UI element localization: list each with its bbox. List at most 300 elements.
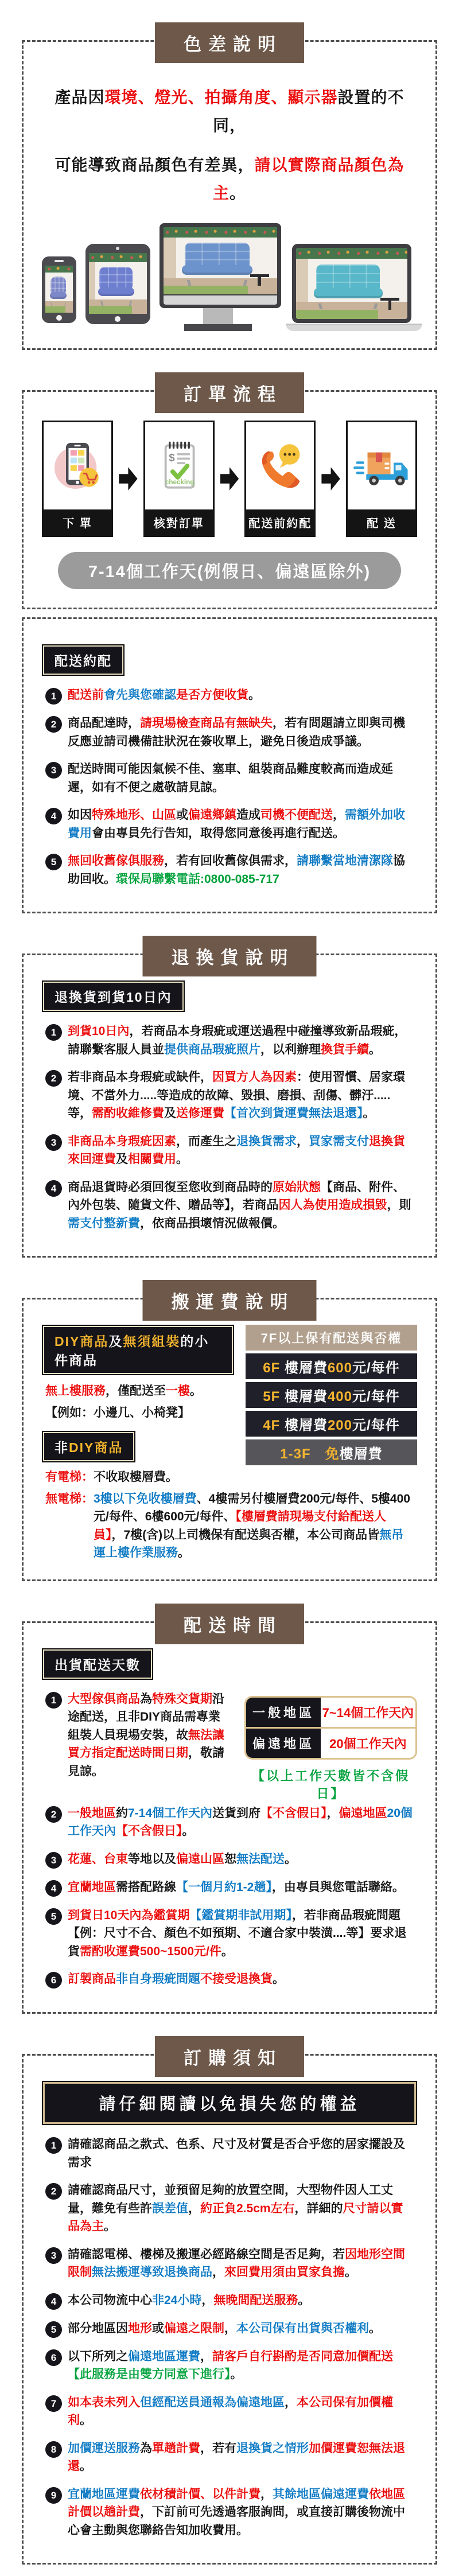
order-flow-steps (42, 421, 417, 537)
step-label: 下 單 (44, 509, 111, 535)
arrow-right-icon (321, 466, 340, 492)
text-segment: 為 (140, 2441, 152, 2455)
non-diy-items-label (42, 1431, 135, 1462)
item-text (68, 1906, 414, 1961)
text-segment: 商品配達時， (68, 717, 140, 730)
section-title-moving-fee: 搬運費說明 (143, 1280, 317, 1321)
diy-note-line-2 (45, 1404, 231, 1422)
list-item (45, 1022, 414, 1059)
text-segment: 需額外加收費用 (68, 808, 405, 840)
item-number: 6 (45, 1972, 62, 1989)
list-item (45, 2291, 414, 2310)
text-segment: 會先與您確認 (104, 688, 176, 702)
color-note-line-2 (42, 151, 417, 207)
item-number: 3 (45, 2247, 62, 2264)
text-segment: 其餘地區偏遠運費 (273, 2487, 369, 2501)
text-segment: 有電梯： (45, 1470, 94, 1484)
text-segment: 。 (369, 2321, 381, 2335)
step-label: 配 送 (348, 509, 415, 535)
section-delivery-time (22, 1615, 437, 2014)
sofa-photo-scene (45, 266, 73, 313)
item-text (68, 2291, 414, 2310)
text-segment: 退換貨需求 (236, 1134, 297, 1148)
text-segment: 請確認商品尺寸，並預留足夠的放置空間，大型物件因人工丈量，難免有些許 (68, 2184, 393, 2215)
text-segment: 商品退貨時必須回復至您收到商品時的 (68, 1180, 273, 1194)
text-segment: 【不含假日】 (116, 1824, 182, 1838)
text-segment: 無法搬運導致退換商品 (92, 2266, 212, 2279)
text-segment: 。 (80, 2414, 92, 2427)
delivery-appointment-label: 配送約配 (42, 644, 125, 676)
text-segment: 【一個月約1-2趟】 (176, 1880, 272, 1894)
text-segment: 樓層費 (280, 1360, 328, 1376)
text-segment: ，以利辦理 (260, 1042, 321, 1056)
item-number: 2 (45, 716, 62, 733)
delivery-time-item-1-wrap (42, 1690, 235, 1791)
list-item (45, 1850, 414, 1869)
floor-fee-row (246, 1353, 417, 1379)
floor-fee-row (246, 1411, 417, 1437)
text-segment: 無吊運上樓作業服務 (94, 1528, 404, 1559)
sofa-photo-scene (296, 248, 407, 319)
text-segment: 不收取樓層費。 (94, 1470, 178, 1484)
section-order-flow (22, 384, 437, 609)
text-segment: 是否方便收貨 (176, 688, 248, 702)
list-item (45, 2394, 414, 2430)
item-text (68, 2439, 414, 2476)
floor-fee-rows (246, 1353, 417, 1465)
item-text (68, 2320, 414, 2338)
text-segment: 1-3F (280, 1446, 311, 1462)
text-segment: 非 (55, 1440, 69, 1455)
list-item (45, 2320, 414, 2338)
text-segment: 的小件商品 (55, 1334, 209, 1368)
text-segment: DIY商品 (69, 1440, 123, 1455)
text-segment: 7-14個工作天內 (128, 1806, 213, 1820)
text-segment: 尺寸請以實品為主 (68, 2201, 403, 2233)
text-segment: 200 (327, 1418, 352, 1433)
text-segment: 或 (152, 2321, 164, 2335)
section-title-purchase-notes: 訂購須知 (155, 2036, 304, 2077)
item-text (68, 1970, 414, 1989)
purchase-notes-list (42, 2135, 417, 2539)
step-place-order (42, 421, 113, 537)
policy-infographic-page (0, 34, 459, 2576)
list-item (45, 714, 414, 750)
list-item (45, 1068, 414, 1123)
item-number: 5 (45, 854, 62, 870)
diy-items-label (42, 1325, 234, 1375)
text-segment: 無電梯： (45, 1492, 94, 1505)
text-segment: 買家需支付 (309, 1134, 369, 1148)
text-segment: 及 (116, 1153, 128, 1166)
elevator-note-head (45, 1490, 94, 1508)
item-text (68, 714, 414, 750)
floor-fee-row (246, 1439, 417, 1465)
text-segment: 20個工作天內 (68, 1806, 413, 1838)
text-segment: ：使用習慣、居家環境、不當外力.....等造成的故障、毀損、磨損、刮傷、髒汙.....等， (68, 1071, 405, 1120)
item-text (68, 1022, 414, 1059)
item-number: 8 (45, 2441, 62, 2458)
list-item (45, 1970, 414, 1989)
text-segment: 不接受退換貨 (200, 1972, 273, 1986)
phone-speaker (55, 260, 64, 262)
item-text (68, 2135, 414, 2172)
text-segment (311, 1446, 325, 1462)
text-segment: 恕 (224, 1852, 236, 1866)
floor-fee-row (246, 1382, 417, 1408)
item-text (68, 1690, 232, 1781)
text-segment: ，則 (387, 1198, 411, 1212)
text-segment: ，僅配送至 (106, 1384, 166, 1398)
item-text (68, 1850, 414, 1869)
list-item (45, 1133, 414, 1169)
list-item (45, 2181, 414, 2236)
read-carefully-banner: 請仔細閱讀以免損失您的權益 (43, 2082, 416, 2124)
text-segment: 。 (190, 1384, 202, 1398)
text-segment: 約 (116, 1806, 128, 1820)
text-segment: ，若有回收舊傢俱需求， (164, 854, 297, 867)
text-segment: ， (285, 2395, 297, 2409)
text-segment: 退換貨之情形 (236, 2441, 309, 2455)
text-segment: 造成 (236, 808, 260, 822)
text-segment: 及 (108, 1334, 123, 1349)
text-segment: 可能導致商品顏色有差異， (55, 156, 255, 174)
item-number: 4 (45, 2293, 62, 2310)
text-segment: 配送前 (68, 688, 104, 702)
text-segment: 【此服務是由雙方同意下進行】 (68, 2368, 231, 2381)
item-number: 1 (45, 2137, 62, 2154)
text-segment: 樓層費 (339, 1446, 383, 1462)
elevator-note-body (94, 1490, 414, 1562)
text-segment: ，敬請見諒。 (68, 1746, 224, 1778)
item-text (68, 2348, 414, 2384)
text-segment: 等地以及 (128, 1852, 176, 1866)
item-text (68, 852, 414, 888)
text-segment: ，依商品損壞情況做報價。 (140, 1216, 285, 1230)
item-number: 3 (45, 1134, 62, 1151)
text-segment: 、4樓需另付樓層費200元/每件、5樓400元/每件、6樓600元/每件、 (94, 1492, 410, 1523)
text-segment: 訂製商品 (68, 1972, 116, 1986)
area-cell: 一般地區 (246, 1698, 321, 1727)
text-segment: 。 (369, 1042, 381, 1056)
diy-note-line-1 (45, 1382, 231, 1400)
item-text (68, 686, 414, 705)
text-segment: 請以實際商品顏色為主 (212, 156, 404, 202)
text-segment: 。 (104, 2220, 116, 2233)
text-segment: 【首次到貨運費無法退還】 (224, 1107, 363, 1120)
arrow-right-icon (220, 466, 239, 492)
smartphone-small (42, 256, 76, 323)
text-segment: 免 (325, 1446, 340, 1462)
text-segment: 加價運費恕無法退還 (68, 2441, 405, 2473)
text-segment: 請聯繫當地清潔隊 (297, 854, 393, 867)
elevator-note-row (45, 1468, 414, 1487)
text-segment: 。 (273, 1972, 285, 1986)
elevator-note-head (45, 1468, 94, 1487)
text-segment: 元/每件 (352, 1360, 400, 1376)
section-returns (22, 948, 437, 1258)
phone-home-button (115, 316, 120, 322)
floor-fee-table-header: 7F以上保有配送與否權 (246, 1325, 417, 1351)
text-segment: 4F (263, 1418, 281, 1433)
text-segment: ，由專員與您電話聯絡。 (271, 1880, 404, 1894)
section-moving-fee (22, 1292, 437, 1581)
text-segment: 若非商品本身瑕疵或缺件， (68, 1071, 212, 1084)
list-item (45, 2135, 414, 2172)
days-cell: 20個工作天內 (321, 1729, 415, 1758)
text-segment: 特殊交貨期 (152, 1692, 212, 1706)
text-segment: 。 (248, 688, 260, 702)
delivery-truck-icon (348, 422, 415, 509)
text-segment: 單趟計費 (152, 2441, 200, 2455)
section-title-returns: 退換貨說明 (143, 936, 317, 976)
item-text (68, 1804, 414, 1840)
step-delivery (346, 421, 417, 537)
phone-home-button (56, 315, 62, 321)
list-item (45, 1178, 414, 1233)
text-segment: 偏遠山區 (176, 1852, 224, 1866)
text-segment: ， (200, 2349, 212, 2363)
item-number: 5 (45, 2321, 62, 2338)
text-segment: 偏遠地區運費 (128, 2349, 200, 2363)
text-segment: 。 (230, 184, 247, 202)
list-item (45, 760, 414, 796)
section-title-color-note: 色差說明 (155, 22, 304, 63)
delivery-days-table (244, 1696, 417, 1760)
text-segment: 來回費用須由買家負擔 (224, 2266, 345, 2279)
text-segment: ，而產生之 (176, 1134, 236, 1148)
step-check-order (143, 421, 215, 537)
text-segment: DIY商品 (55, 1334, 109, 1349)
text-segment: ，若有 (200, 2441, 236, 2455)
item-number: 1 (45, 688, 62, 705)
text-segment: 請確認電梯、樓梯及搬運必經路線空間是否足夠，若 (68, 2247, 345, 2261)
text-segment: 【商品、附件、內外包裝、隨貨文件、贈品等】，若商品 (68, 1180, 405, 1212)
text-segment: 協助回收。 (68, 854, 405, 886)
text-segment: 400 (327, 1389, 352, 1404)
monitor-base (184, 324, 252, 331)
text-segment: ，7樓(含)以上司機保有配送與否權，本公司商品皆 (111, 1528, 380, 1542)
text-segment: 【例如：小邊几、小椅凳】 (45, 1406, 190, 1419)
text-segment: 無法讓買方指定配送時間日期 (68, 1728, 224, 1760)
text-segment: 如本表未列入 (68, 2395, 140, 2409)
item-text (68, 2181, 414, 2236)
text-segment: 偏遠之限制 (164, 2321, 224, 2335)
phone-call-icon (246, 422, 314, 509)
list-item (45, 1690, 232, 1781)
text-segment: 為 (140, 1692, 152, 1706)
laptop (286, 244, 417, 331)
text-segment: 部分地區因 (68, 2321, 128, 2335)
list-item (45, 2485, 414, 2540)
returns-window-label: 退換貨到貨10日內 (42, 980, 185, 1012)
text-segment: 。 (285, 1852, 297, 1866)
item-text (68, 1068, 414, 1123)
text-segment: 無晚間配送服務 (213, 2293, 298, 2307)
section-title-order-flow: 訂單流程 (155, 372, 304, 413)
item-number: 9 (45, 2487, 62, 2504)
item-number: 4 (45, 1880, 62, 1897)
lead-time-pill: 7-14個工作天(例假日、偏遠區除外) (58, 552, 401, 589)
text-segment: 。 (178, 1546, 190, 1559)
text-segment: 。 (363, 1107, 375, 1120)
area-cell: 偏遠地區 (246, 1729, 321, 1758)
item-number: 3 (45, 762, 62, 779)
text-segment: 換貨手續 (321, 1042, 369, 1056)
text-segment: ， (297, 1134, 309, 1148)
text-segment: 配送時間可能因氣候不佳、塞車、組裝商品難度較高而造成延遲，如有不便之處敬請見諒。 (68, 762, 393, 794)
text-segment: 但經配送員通報為偏遠地區 (140, 2395, 285, 2409)
item-text (68, 2394, 414, 2430)
item-number: 4 (45, 1180, 62, 1197)
text-segment: 以下所列之 (68, 2349, 128, 2363)
text-segment: 一樓 (166, 1384, 190, 1398)
list-item (45, 852, 414, 888)
item-text (68, 2246, 414, 2282)
text-segment: ， (333, 808, 345, 822)
text-segment: 產品因 (55, 88, 105, 106)
text-segment: ，詳細的 (294, 2201, 343, 2215)
text-segment: 。 (176, 1153, 188, 1166)
list-item (45, 2439, 414, 2476)
section-delivery-appointment (22, 617, 437, 913)
text-segment: 。 (221, 1944, 234, 1958)
text-segment: ，若有問題請立即與司機反應並請司機備註狀況在簽收單上，避免日後造成爭議。 (68, 717, 405, 748)
item-text (68, 1178, 414, 1233)
text-segment: 非商品本身瑕疵因素 (68, 1134, 176, 1148)
text-segment: 送貨到府 (212, 1806, 261, 1820)
floor-fee-table (246, 1325, 417, 1468)
svg-text:checking: checking (165, 478, 195, 487)
days-cell: 7~14個工作天內 (321, 1698, 415, 1727)
phone-order-icon (44, 422, 111, 509)
text-segment: 或 (176, 808, 188, 822)
text-segment: 需酌收維修費 (92, 1107, 164, 1120)
item-number: 5 (45, 1908, 62, 1925)
list-item (45, 2246, 414, 2282)
step-pre-delivery-call (244, 421, 316, 537)
text-segment: 因買方人為因素 (212, 1071, 297, 1084)
color-note-line-1 (42, 83, 417, 139)
text-segment: 請客戶自行斟酌是否同意加價配送 (212, 2349, 393, 2363)
shipping-days-label: 出貨配送天數 (42, 1648, 153, 1680)
text-segment: 無回收舊傢俱服務 (68, 854, 164, 867)
text-segment: 本公司物流中心 (68, 2293, 152, 2307)
text-segment: ，下訂前可先透過客服詢問，或直接訂購後物流中心會主動與您聯絡告知加收費用。 (68, 2505, 405, 2537)
section-title-delivery-time: 配送時間 (155, 1604, 304, 1644)
monitor-stand (203, 308, 233, 324)
text-segment: 。 (230, 2368, 243, 2381)
text-segment: 【鑑賞期非試用期】 (189, 1908, 292, 1922)
text-segment: 。 (298, 2293, 310, 2307)
item-text (68, 2485, 414, 2540)
text-segment: 非24小時 (152, 2293, 202, 2307)
text-segment: 無法配送 (236, 1852, 285, 1866)
text-segment: 。 (345, 2266, 357, 2279)
text-segment: ，若非商品瑕疵問題【例：尺寸不合、顏色不如預期、不適合家中裝潢....等】要求退貨 (68, 1908, 407, 1958)
phone-camera (116, 247, 119, 250)
text-segment: ， (201, 2293, 214, 2307)
item-number: 2 (45, 1806, 62, 1823)
item-number: 6 (45, 2349, 62, 2366)
step-label: 核對訂單 (145, 509, 213, 535)
elevator-notes (42, 1468, 417, 1562)
text-segment: ， (224, 2321, 236, 2335)
item-text (68, 760, 414, 796)
section-purchase-notes (22, 2048, 437, 2565)
svg-text:$: $ (168, 452, 175, 465)
text-segment: 需酌收運費500~1500元/件 (80, 1944, 221, 1958)
elevator-note-row (45, 1490, 414, 1562)
item-number: 4 (45, 808, 62, 824)
text-segment: 地形 (128, 2321, 152, 2335)
check-order-icon (145, 422, 213, 509)
text-segment: 需支付整新費 (68, 1216, 140, 1230)
list-item (45, 2348, 414, 2384)
text-segment: 無須組裝 (123, 1334, 181, 1349)
text-segment: 誤差值 (152, 2201, 188, 2215)
delivery-appointment-list (42, 686, 417, 888)
text-segment: ， (188, 2201, 200, 2215)
smartphone-large (85, 244, 151, 324)
text-segment: 設置的不同， (212, 88, 404, 134)
text-segment: 提供商品瑕疵照片 (164, 1042, 260, 1056)
text-segment: 加價運送服務 (68, 2441, 140, 2455)
text-segment: 本公司保有出貨與否權利 (236, 2321, 369, 2335)
delivery-time-list (42, 1804, 417, 1989)
item-number: 1 (45, 1692, 62, 1709)
text-segment: 。 (182, 1824, 195, 1838)
desktop-monitor (160, 223, 277, 331)
text-segment: 6F (263, 1360, 281, 1376)
text-segment: 依材積計價、以件計費 (140, 2487, 260, 2501)
text-segment: 依地區計價以趟計費 (68, 2487, 405, 2519)
text-segment: 3樓以下免收樓層費 (94, 1492, 197, 1505)
text-segment: 環保局聯繫電話:0800-085-717 (116, 872, 279, 886)
text-segment: 到貨日10天內為鑑賞期 (68, 1908, 190, 1922)
text-segment: 一般地區 (68, 1806, 116, 1820)
text-segment: 原始狀態 (273, 1180, 321, 1194)
text-segment: 退換貨來回運費 (68, 1134, 405, 1166)
days-table-note: 【以上工作天數皆不含假日】 (252, 1768, 410, 1801)
step-label: 配送前約配 (246, 509, 314, 535)
text-segment: 約正負2.5cm左右 (200, 2201, 295, 2215)
item-text (68, 806, 414, 842)
text-segment: 送修運費 (176, 1107, 224, 1120)
item-text (68, 1878, 414, 1897)
list-item (45, 1878, 414, 1897)
text-segment: 元/每件 (352, 1389, 400, 1404)
text-segment: 樓層費 (280, 1389, 328, 1404)
device-color-comparison (42, 223, 417, 331)
text-segment: 非自身瑕疵問題 (116, 1972, 200, 1986)
text-segment: 本公司保有加價權利 (68, 2395, 393, 2427)
item-number: 3 (45, 1852, 62, 1869)
text-segment: ，若商品本身瑕疵或運送過程中碰撞導致新品瑕疵，請聯繫客服人員並 (68, 1025, 407, 1056)
text-segment: 。 (80, 2460, 92, 2473)
text-segment: 到貨10日內 (68, 1025, 130, 1038)
text-segment: ， (326, 1806, 339, 1820)
text-segment: ， (212, 2266, 224, 2279)
item-number: 2 (45, 2183, 62, 2200)
text-segment: 偏遠地區 (339, 1806, 387, 1820)
text-segment: 特殊地形、山區 (92, 808, 176, 822)
monitor-bezel (164, 295, 277, 305)
item-number: 7 (45, 2395, 62, 2412)
list-item (45, 1906, 414, 1961)
text-segment: 環境、燈光、拍攝角度、顯示器 (104, 88, 338, 106)
text-segment: 元/每件 (352, 1418, 400, 1433)
